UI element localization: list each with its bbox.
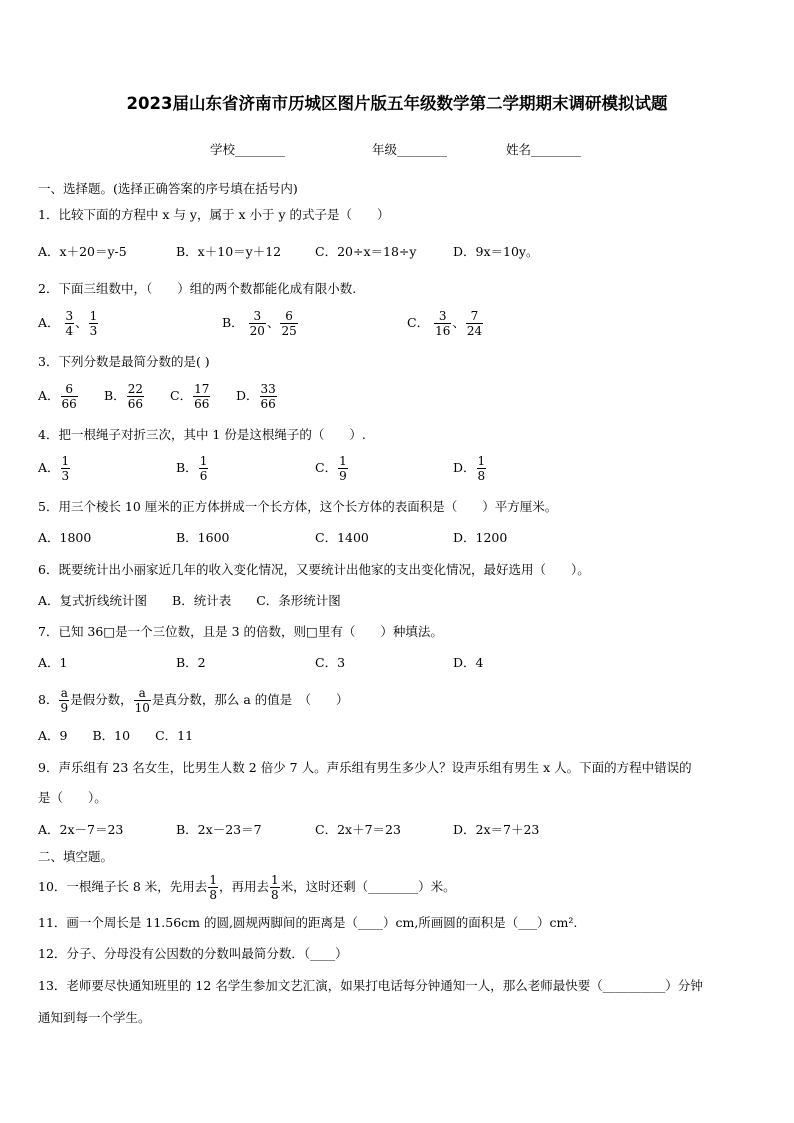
fraction xyxy=(270,873,280,902)
fraction xyxy=(61,382,78,411)
q1-option-c[interactable]: C．20÷x＝18÷y xyxy=(315,244,417,259)
question-13-line-1: 13．老师要尽快通知班里的 12 名学生参加文艺汇演，如果打电话每分钟通知一人，那么老师最快要（__________）分钟 xyxy=(38,978,703,993)
fraction xyxy=(434,309,451,338)
question-text: 10．一根绳子长 8 米，先用去 xyxy=(38,879,208,894)
q9-option-a[interactable]: A．2x－7＝23 xyxy=(38,822,124,837)
section-heading-choice: 一、选择题。(选择正确答案的序号填在括号内) xyxy=(38,181,298,196)
option-label: B． xyxy=(176,460,198,475)
question-number: 8． xyxy=(38,692,59,707)
question-3: 3．下列分数是最简分数的是( ) xyxy=(38,354,210,369)
numerator: 17 xyxy=(194,382,210,396)
denominator: 3 xyxy=(61,469,70,483)
grade-field[interactable]: 年级________ xyxy=(372,142,448,157)
q3-option-a[interactable] xyxy=(38,382,79,411)
question-4: 4．把一根绳子对折三次，其中 1 份是这根绳子的（ ）. xyxy=(38,427,366,442)
numerator: 6 xyxy=(280,309,297,324)
fraction xyxy=(208,873,218,902)
numerator: 1 xyxy=(339,454,347,468)
question-8 xyxy=(38,686,349,715)
option-label: D． xyxy=(453,460,476,475)
fraction xyxy=(127,382,144,411)
q4-option-d[interactable] xyxy=(453,454,487,483)
q5-option-a[interactable]: A．1800 xyxy=(38,530,92,545)
option-label: D． xyxy=(236,388,259,403)
numerator: 6 xyxy=(61,382,78,397)
question-1: 1．比较下面的方程中 x 与 y，属于 x 小于 y 的式子是（ ） xyxy=(38,207,390,222)
q1-option-a[interactable]: A．x＋20＝y-5 xyxy=(38,244,127,259)
q7-option-b[interactable]: B．2 xyxy=(176,655,206,670)
fraction xyxy=(193,382,210,411)
option-label: B． xyxy=(222,315,244,330)
denominator: 9 xyxy=(339,469,347,483)
question-text: ，再用去 xyxy=(218,879,269,894)
fraction xyxy=(338,454,348,483)
q7-option-c[interactable]: C．3 xyxy=(315,655,346,670)
denominator: 9 xyxy=(60,701,69,715)
option-label: B． xyxy=(104,388,126,403)
question-text: 是真分数，那么 a 的值是 （ ） xyxy=(151,692,349,707)
fraction xyxy=(249,309,266,338)
question-text: 米，这时还剩（________）米。 xyxy=(280,879,456,894)
denominator: 66 xyxy=(260,397,276,411)
numerator: 3 xyxy=(249,309,266,324)
q5-option-d[interactable]: D．1200 xyxy=(453,530,508,545)
option-label: C． xyxy=(315,460,338,475)
denominator: 25 xyxy=(281,324,297,338)
q7-option-a[interactable]: A．1 xyxy=(38,655,68,670)
q8-options[interactable]: A．9 B．10 C．11 xyxy=(38,728,194,743)
option-label: C． xyxy=(407,315,430,330)
option-label: A． xyxy=(38,315,60,330)
denominator: 8 xyxy=(209,888,217,902)
numerator: 1 xyxy=(270,873,279,887)
question-11: 11．画一个周长是 11.56cm 的圆,圆规两脚间的距离是（____）cm,所画圆的面积是（___）cm². xyxy=(38,915,578,930)
separator: 、 xyxy=(452,315,465,330)
question-10 xyxy=(38,873,456,902)
denominator: 24 xyxy=(466,324,483,338)
denominator: 10 xyxy=(134,701,150,715)
numerator: 3 xyxy=(434,309,451,324)
q3-option-c[interactable] xyxy=(170,382,211,411)
option-label: A． xyxy=(38,388,60,403)
q2-option-c[interactable] xyxy=(407,309,484,338)
q4-option-a[interactable] xyxy=(38,454,71,483)
q1-option-d[interactable]: D．9x＝10y。 xyxy=(453,244,539,259)
fraction xyxy=(89,309,99,338)
question-7: 7．已知 36□是一个三位数，且是 3 的倍数，则□里有（ ）种填法。 xyxy=(38,624,443,639)
denominator: 66 xyxy=(61,397,77,411)
denominator: 8 xyxy=(270,888,279,902)
name-field[interactable]: 姓名________ xyxy=(506,142,582,157)
fraction xyxy=(134,686,151,715)
school-field[interactable]: 学校________ xyxy=(210,142,286,157)
fraction xyxy=(477,454,487,483)
separator: 、 xyxy=(75,315,88,330)
separator: 、 xyxy=(266,315,280,330)
question-13-line-2: 通知到每一个学生。 xyxy=(38,1010,151,1025)
q2-option-b[interactable] xyxy=(222,309,299,338)
fraction xyxy=(280,309,297,338)
numerator: 7 xyxy=(466,309,483,324)
question-12: 12．分子、分母没有公因数的分数叫最简分数．（____） xyxy=(38,946,348,961)
denominator: 66 xyxy=(127,397,143,411)
fraction xyxy=(199,454,209,483)
question-5: 5．用三个棱长 10 厘米的正方体拼成一个长方体，这个长方体的表面积是（ ）平方厘米。 xyxy=(38,499,558,514)
option-label: C． xyxy=(170,388,193,403)
question-9-line-2: 是（ ）。 xyxy=(38,790,107,805)
denominator: 3 xyxy=(89,324,98,338)
numerator: 22 xyxy=(127,382,143,396)
q9-option-d[interactable]: D．2x＝7＋23 xyxy=(453,822,540,837)
q4-option-b[interactable] xyxy=(176,454,209,483)
question-text: 是假分数， xyxy=(70,692,133,707)
fraction xyxy=(466,309,483,338)
q6-options[interactable]: A．复式折线统计图 B．统计表 C．条形统计图 xyxy=(38,593,341,608)
numerator: 1 xyxy=(199,454,208,468)
numerator: a xyxy=(134,686,151,701)
numerator: 1 xyxy=(89,309,98,323)
q3-option-d[interactable] xyxy=(236,382,278,411)
q3-option-b[interactable] xyxy=(104,382,145,411)
denominator: 20 xyxy=(249,324,265,338)
denominator: 8 xyxy=(477,469,486,483)
fraction xyxy=(59,686,69,715)
page-title: 2023届山东省济南市历城区图片版五年级数学第二学期期末调研模拟试题 xyxy=(126,94,668,113)
denominator: 6 xyxy=(199,469,208,483)
q5-option-c[interactable]: C．1400 xyxy=(315,530,369,545)
q9-option-c[interactable]: C．2x＋7＝23 xyxy=(315,822,401,837)
question-2: 2．下面三组数中，（ ）组的两个数都能化成有限小数. xyxy=(38,281,357,296)
numerator: a xyxy=(60,686,68,700)
q2-option-a[interactable] xyxy=(38,309,99,338)
denominator: 4 xyxy=(65,324,74,338)
q1-option-b[interactable]: B．x＋10＝y＋12 xyxy=(176,244,282,259)
q7-option-d[interactable]: D．4 xyxy=(453,655,484,670)
numerator: 1 xyxy=(209,873,217,887)
fraction xyxy=(61,454,71,483)
question-6: 6．既要统计出小丽家近几年的收入变化情况，又要统计出他家的支出变化情况，最好选用（ ）。 xyxy=(38,562,590,577)
denominator: 16 xyxy=(435,324,451,338)
fraction xyxy=(260,382,277,411)
question-9-line-1: 9．声乐组有 23 名女生，比男生人数 2 倍少 7 人。声乐组有男生多少人？设声乐组有男生 x 人。下面的方程中错误的 xyxy=(38,760,692,775)
numerator: 3 xyxy=(65,309,74,323)
option-label: A． xyxy=(38,460,60,475)
q5-option-b[interactable]: B．1600 xyxy=(176,530,230,545)
fraction xyxy=(65,309,75,338)
q4-option-c[interactable] xyxy=(315,454,349,483)
numerator: 1 xyxy=(477,454,486,468)
section-heading-fill: 二、填空题。 xyxy=(38,849,114,864)
denominator: 66 xyxy=(194,397,210,411)
numerator: 1 xyxy=(61,454,70,468)
numerator: 33 xyxy=(260,382,276,396)
q9-option-b[interactable]: B．2x－23＝7 xyxy=(176,822,262,837)
